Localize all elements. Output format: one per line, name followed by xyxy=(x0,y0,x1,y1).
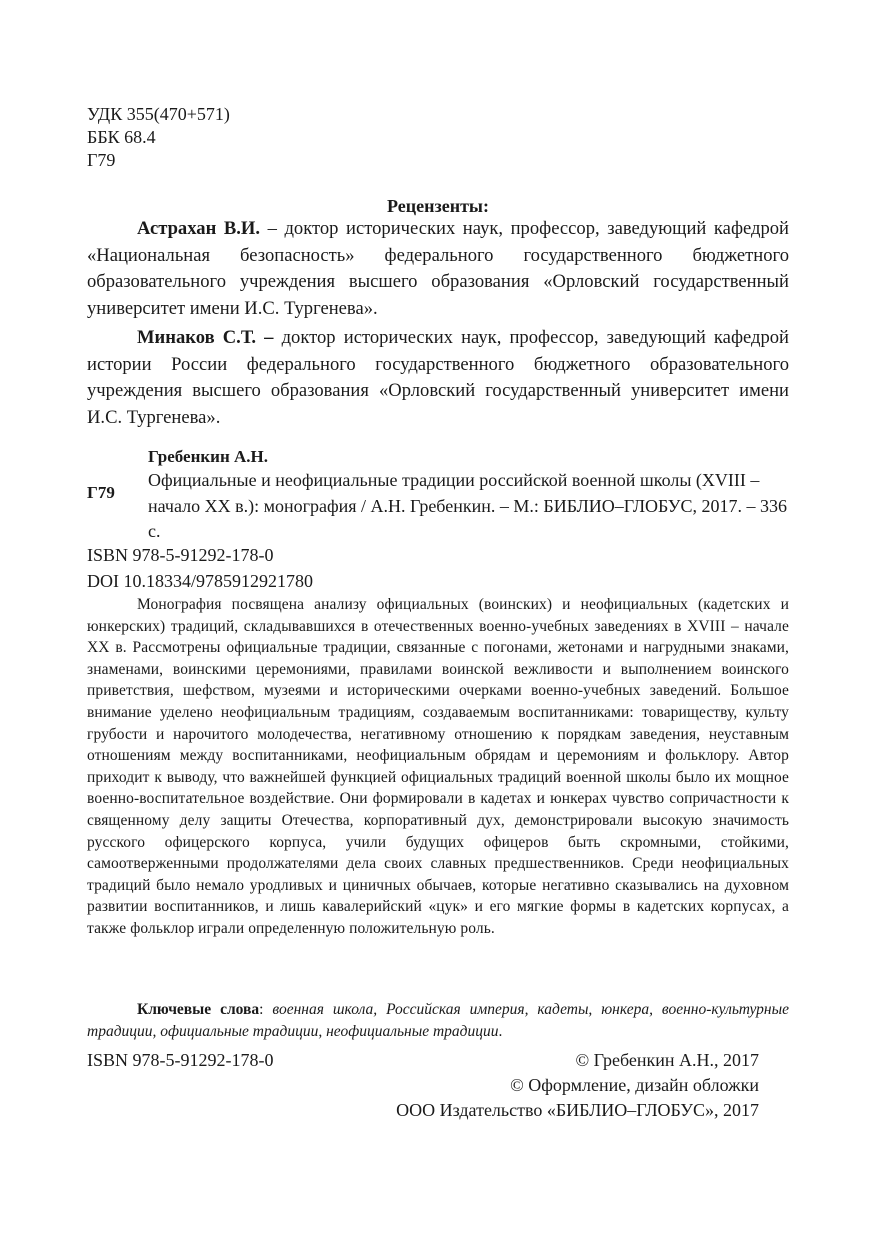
identifiers xyxy=(87,543,313,594)
abstract: Монография посвящена анализу официальных (воинских) и неофициальных (кадетских и юнкерских) традиций, складывавшихся в отечественных военно-учебных заведениях в XVIII – начале XX в. Рассмотрены официальные традиции, связанные с погонами, жетонами и нагрудными знаками, знаменами, воинскими церемониями, правилами воинской вежливости и выполнением воинского приветствия, шефством, музеями и историческими очерками военно-учебных заведений. Большое внимание уделено неофициальным традициям, создаваемым воспитанниками: товариществу, культу грубости и нарочитого молодечества, негативному отношению к порядкам заведения, неуставным отношениям между воспитанниками, неофициальным обрядам и церемониям и фольклору. Автор приходит к выводу, что важнейшей функцией официальных традиций военной школы было их мощное военно-воспитательное воздействие. Они формировали в кадетах и юнкерах чувство сопричастности к священному делу защиты Отечества, корпоративный дух, демонстрировали высокую значимость русского офицерского корпуса, учили будущих офицеров быть скромными, стойкими, самоотверженными продолжателями дела своих славных предшественников. Среди неофициальных традиций было немало уродливых и циничных обычаев, которые негативно сказывались на духовном развитии воспитанников, и лишь кавалерийский «цук» и его мягкие формы в кадетских корпусах, а также фольклор играли определенную положительную роль. xyxy=(87,596,789,937)
copyright-block xyxy=(396,1048,759,1123)
keywords xyxy=(87,999,789,1043)
doi: DOI 10.18334/9785912921780 xyxy=(87,570,313,591)
reviewers-heading: Рецензенты: xyxy=(387,196,489,216)
bbk-code: ББК 68.4 xyxy=(87,127,156,147)
keywords-terms: военная школа, Российская империя, кадеты, юнкера, военно-культурные традиции, официальные традиции, неофициальные традиции xyxy=(87,1001,789,1040)
keywords-label: Ключевые слова xyxy=(137,1001,260,1018)
keywords-separator: : xyxy=(259,1001,273,1018)
reviewer-name: Минаков С.Т. – xyxy=(137,327,274,348)
bibliographic-description: Официальные и неофициальные традиции российской военной школы (XVIII – начало XX в.): монография / А.Н. Гребенкин. – М.: БИБЛИО–ГЛОБУС, 2017. – 336 с. xyxy=(148,470,788,541)
catalog-mark: Г79 xyxy=(87,483,115,502)
keywords-end: . xyxy=(498,1023,503,1040)
reviewer-name: Астрахан В.И. xyxy=(137,218,261,239)
isbn: ISBN 978-5-91292-178-0 xyxy=(87,545,274,565)
reviewer-description: – доктор исторических наук, профессор, заведующий кафедрой «Национальная безопасность» федерального государственного бюджетного образовательного учреждения высшего образования «Орловский государственный университет имени И.С. Тургенева». xyxy=(87,218,789,319)
reviewer-entry xyxy=(87,325,789,431)
copyright-publisher: ООО Издательство «БИБЛИО–ГЛОБУС», 2017 xyxy=(396,1100,759,1120)
author-mark: Г79 xyxy=(87,150,116,170)
reviewer-description: доктор исторических наук, профессор, заведующий кафедрой истории России федерального государственного бюджетного образовательного учреждения высшего образования «Орловский государственный университет имени И.С. Тургенева». xyxy=(87,327,789,428)
copyright-author: © Гребенкин А.Н., 2017 xyxy=(575,1050,759,1070)
reviewer-entry xyxy=(87,216,789,322)
footer-isbn: ISBN 978-5-91292-178-0 xyxy=(87,1050,274,1070)
catalog-author: Гребенкин А.Н. xyxy=(148,447,268,466)
copyright-design: © Оформление, дизайн обложки xyxy=(510,1075,759,1095)
classification-codes xyxy=(87,103,230,172)
udk-code: УДК 355(470+571) xyxy=(87,104,230,124)
